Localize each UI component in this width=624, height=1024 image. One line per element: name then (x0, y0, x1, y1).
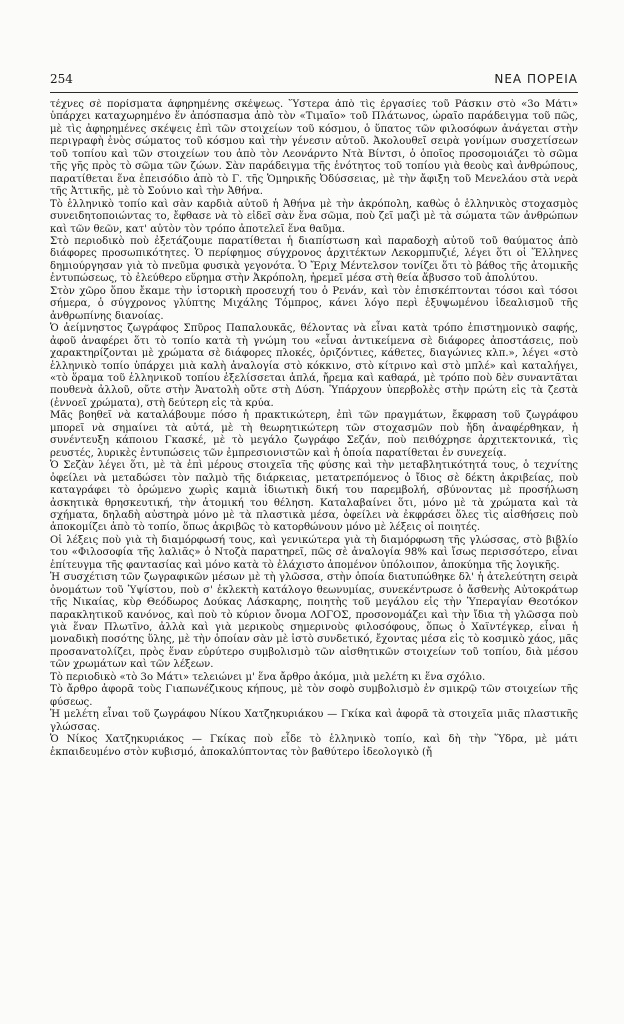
paragraph: Οἱ λέξεις ποὺ γιὰ τὴ διαμόρφωσή τους, καὶ γενικώτερα γιὰ τὴ διαμόρφωση τῆς γλώσσας, στὸ βιβλίο του «Φιλοσοφία τῆς λαλιᾶς» ὁ Ντοζὰ παρατηρεῖ, πῶς σὲ ἀναλογία 98% καὶ ἴσως περισσότερο, εἶναι ἐπίτευγμα τῆς φαντασίας καὶ μόνο κατὰ τὸ ἐλάχιστο ἀπομένον ὑπόλοιπον, ἀποκύημα τῆς λογικῆς. (50, 534, 578, 571)
paragraph: Στὸν χῶρο ὅπου ἔκαμε τὴν ἱστορικὴ προσευχή του ὁ Ρενάν, καὶ τὸν ἐπισκέπτονται τόσοι καὶ τόσοι σήμερα, ὁ σύγχρονος γλύπτης Μιχάλης Τόμπρος, κάνει λόγο περὶ ἐξυψωμένου ἰδεαλισμοῦ τῆς ἀνθρωπίνης διανοίας. (50, 285, 578, 322)
paragraph: Ὁ Σεζὰν λέγει ὅτι, μὲ τὰ ἐπὶ μέρους στοιχεῖα τῆς φύσης καὶ τὴν μεταβλητικότητά τους, ὁ τεχνίτης ὀφείλει νὰ μεταδώσει τὸν παλμὸ τῆς διάρκειας, μετατρεπόμενος ὁ ἴδιος σὲ δέκτη ἀκριβείας, ποὺ καταγράφει τὸ ὁρώμενο χωρὶς καμιὰ ἰδιωτικὴ δική του παρεμβολή, σβύνοντας μὲ προσήλωση ἀσκητικὰ θρησκευτική, τὴν ἀτομική του θέληση. Καταλαβαίνει ὅτι, μόνο μὲ τὰ χρώματα καὶ τὰ σχήματα, δηλαδὴ αὐστηρὰ μόνο μὲ τὰ πλαστικὰ μέσα, ὀφείλει νὰ ἐκφράσει ὅλες τὶς αἰσθήσεις ποὺ ἀποκομίζει ἀπὸ τὸ τοπίο, ὅπως ἀκριβῶς τὸ κατορθώνουν μόνο μὲ λέξεις οἱ ποιητές. (50, 460, 578, 534)
body-text (50, 99, 578, 1004)
paragraph: Τὸ ἄρθρο ἀφορᾶ τοὺς Γιαπωνέζικους κήπους, μὲ τὸν σοφὸ συμβολισμὸ ἐν σμικρῷ τῶν στοιχείων τῆς φύσεως. (50, 684, 578, 708)
page-header (50, 72, 578, 90)
paragraph: Τὸ ἑλληνικὸ τοπίο καὶ σὰν καρδιὰ αὐτοῦ ἡ Ἀθήνα μὲ τὴν ἀκρόπολη, καθὼς ὁ ἑλληνικὸς στοχασμὸς συνειδητοποιώντας το, ἔφθασε νὰ τὸ εἰδεῖ σὰν ἕνα σῶμα, ποὺ ζεῖ μαζὶ μὲ τὰ σώματα τῶν ἀνθρώπων καὶ τῶν θεῶν, κατ' αὐτὸν τὸν τρόπο ἀποτελεῖ ἕνα θαῦμα. (50, 198, 578, 235)
page-number: 254 (50, 72, 73, 86)
paragraph: Ὁ Νίκος Χατζηκυριάκος — Γκίκας ποὺ εἶδε τὸ ἑλληνικὸ τοπίο, καὶ δὴ τὴν Ὕδρα, μὲ μάτι ἐκπαιδευμένο στὸν κυβισμό, ἀποκαλύπτοντας τὸν βαθύτερο ἰδεολογικὸ (ἤ (50, 734, 578, 758)
paragraph: τέχνες σὲ πορίσματα ἀφηρημένης σκέψεως. Ὕστερα ἀπὸ τὶς ἐργασίες τοῦ Ράσκιν στὸ «3ο Μάτι» ὑπάρχει καταχωρημένο ἕν ἀπόσπασμα ἀπὸ τὸν «Τιμαῖο» τοῦ Πλάτωνος, ὡραῖο παράδειγμα τοῦ πῶς, μὲ τὶς ἀφηρημένες σκέψεις ἐπὶ τῶν στοιχείων τοῦ κόσμου, ὁ ὕπατος τῶν φιλοσόφων ἀνάγεται στὴν περιγραφὴ ἑνὸς σώματος τοῦ κόσμου καὶ τὴν γένεσιν αὐτοῦ. Ἀκολουθεῖ σειρὰ γονίμων συσχετίσεων τοῦ τοπίου καὶ τῶν στοιχείων του ἀπὸ τὸν Λεονάρντο Ντὰ Βίντσι, ὁ ὁποῖος προσομοιάζει τὸ σῶμα τῆς γῆς πρὸς τὸ σῶμα τῶν ζώων. Σὰν παράδειγμα τῆς ἑνότητος τοῦ τοπίου γιὰ θεοὺς καὶ ἀνθρώπους, παρατίθεται ἕνα ἐπεισόδιο ἀπὸ τὸ Γ. τῆς Ὁμηρικῆς Ὀδύσσειας, μὲ τὴν ἄφιξη τοῦ Μενελάου στὰ νερὰ τῆς Ἀττικῆς, μὲ τὸ Σούνιο καὶ τὴν Ἀθήνα. (50, 99, 578, 198)
paragraph: Μᾶς βοηθεῖ νὰ καταλάβουμε πόσο ἡ πρακτικώτερη, ἐπὶ τῶν πραγμάτων, ἔκφραση τοῦ ζωγράφου μπορεῖ νὰ σημαίνει τὰ αὐτά, μὲ τὴ θεωρητικώτερη τῶν στοχασμῶν ποὺ ἤδη ἀναφέρθηκαν, ἡ συνέντευξη κάποιου Γκασκέ, μὲ τὸ μεγάλο ζωγράφο Σεζάν, ποὺ πειθόχρησε ἀρχιτεκτονικά, τὶς ρευστές, λυρικὲς ἐντυπώσεις τῶν ἐμπρεσιονιστῶν καὶ ἡ ὁποία παρατίθεται ἐν συνεχείᾳ. (50, 410, 578, 459)
paragraph: Στὸ περιοδικὸ ποὺ ἐξετάζουμε παρατίθεται ἡ διαπίστωση καὶ παραδοχὴ αὐτοῦ τοῦ θαύματος ἀπὸ διάφορες προσωπικότητες. Ὁ περίφημος σύγχρονος ἀρχιτέκτων Λεκορμπυζιέ, λέγει ὅτι οἱ Ἕλληνες δημιούργησαν γιὰ τὸ πνεῦμα φυσικὰ γεγονότα. Ὁ Ἔριχ Μέντελσον τονίζει ὅτι τὸ βάθος τῆς ἀτομικῆς ἐντυπώσεως, τὸ ἐλεύθερο εὕρημα στὴν Ἀκρόπολη, ἠρεμεῖ μέσα στὴ θεία ἄβυσσο τοῦ ἀπολύτου. (50, 235, 578, 285)
paragraph: Τὸ περιοδικὸ «τὸ 3ο Μάτι» τελειώνει μ' ἕνα ἄρθρο ἀκόμα, μιὰ μελέτη κι ἕνα σχόλιο. (50, 671, 486, 683)
running-head: ΝΕΑ ΠΟΡΕΙΑ (494, 72, 578, 86)
paragraph: Ἡ μελέτη εἶναι τοῦ ζωγράφου Νίκου Χατζηκυριάκου — Γκίκα καὶ ἀφορᾶ τὰ στοιχεῖα μιᾶς πλαστικῆς γλώσσας. (50, 709, 578, 733)
paragraph: Ὁ ἀείμνηστος ζωγράφος Σπῦρος Παπαλουκᾶς, θέλοντας νὰ εἶναι κατὰ τρόπο ἐπιστημονικὸ σαφής, ἀφοῦ ἀναφέρει ὅτι τὸ τοπίο κατὰ τὴ γνώμη του «εἶναι ἀντικείμενα σὲ διάφορες ἀποστάσεις, ποὺ χαρακτηρίζονται μὲ χρώματα σὲ διάφορες πλοκές, ὁριζόντιες, κάθετες, διαγώνιες κλπ.», λέγει «στὸ ἑλληνικὸ τοπίο ὑπάρχει μιὰ καλὴ ἀναλογία στὸ κόκκινο, στὸ κίτρινο καὶ στὸ μπλέ» καὶ καταλήγει, «τὸ ὅραμα τοῦ ἑλληνικοῦ τοπίου ἐξελίσσεται ἁπλά, ἤρεμα καὶ καθαρά, μὲ τρόπο ποὺ δὲν συναντᾶται πουθενὰ ἀλλοῦ, οὔτε στὴν Ἀνατολὴ οὔτε στὴ Δύση. Ὑπάρχουν ὑπερβολὲς στὴν πρώτη εἰς τὰ ζεστὰ (ἐννοεῖ χρώματα), στὴ δεύτερη εἰς τὰ κρύα. (50, 323, 578, 409)
paragraph: Ἡ συσχέτιση τῶν ζωγραφικῶν μέσων μὲ τὴ γλῶσσα, στὴν ὁποία διατυπώθηκε δλ' ἡ ἀτελεύτητη σειρὰ ὀνομάτων τοῦ Ὑψίστου, ποὺ σ' ἐκλεκτὴ κατάλογο θεωνυμίας, συνεκέντρωσε ὁ ἄσθενὴς Αὐτοκράτωρ τῆς Νικαίας, κὺρ Θεόδωρος Δούκας Λάσκαρης, ποιητὴς τοῦ μεγάλου εἰς τὴν Ὑπεραγίαν Θεοτόκον παρακλητικοῦ κανόνος, καὶ ποὺ τὸ κύριον ὄνομα ΛΟΓΟΣ, προσονομάζει καὶ τὴν ἴδια τὴ γλῶσσα ποὺ γιὰ ἕναν Πλωτῖνο, ἀλλὰ καὶ γιὰ μερικοὺς σημερινοὺς φιλοσόφους, ὅπως ὁ Χαϊντέγκερ, εἶναι ἡ μοναδικὴ ποσότης ὕλης, μὲ τὴν ὁποίαν σὰν μὲ ἰστὸ συνδετικό, ἔχοντας μέσα εἰς τὸ κοσμικὸ χάος, μᾶς προσανατολίζει, πρὸς ἕναν εὐρύτερο συμβολισμὸ τῶν αἰσθητικῶν στοιχείων τοῦ τοπίου, διὰ μέσου τῶν χρωμάτων καὶ τῶν λέξεων. (50, 572, 578, 671)
header-rule (50, 92, 578, 93)
